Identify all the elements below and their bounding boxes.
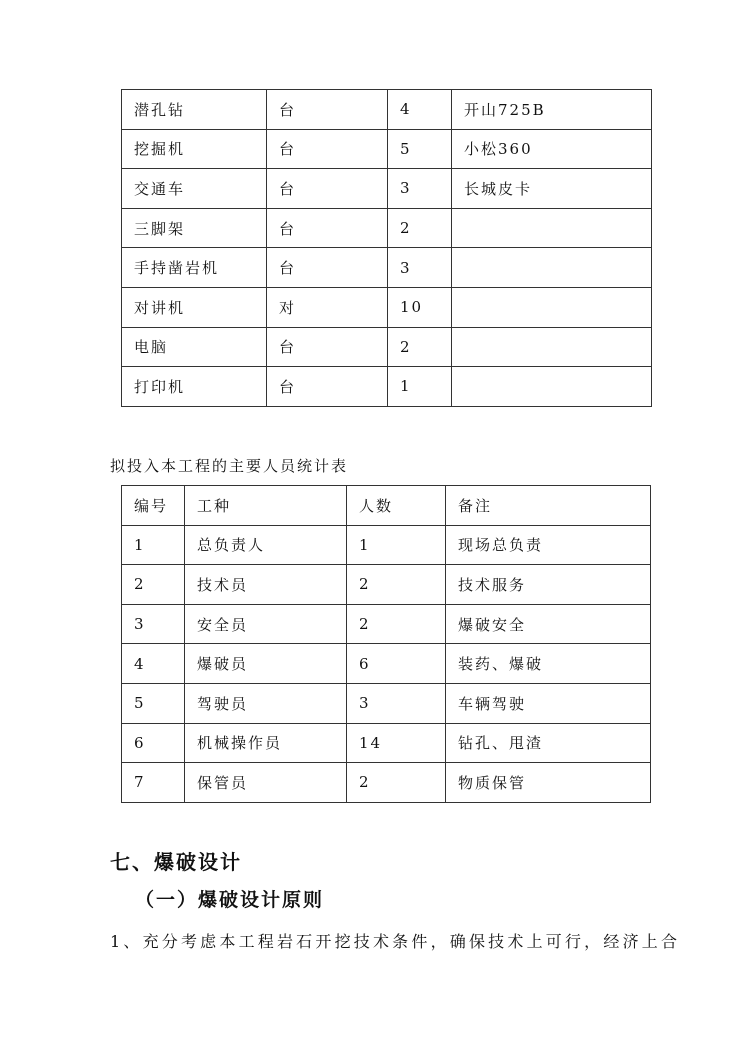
table-cell: 总负责人: [185, 525, 347, 565]
table-cell: 安全员: [185, 604, 347, 644]
table-row: [122, 565, 651, 605]
table-cell: 5: [388, 129, 452, 169]
table-cell: 台: [267, 327, 388, 367]
table-row: [122, 208, 652, 248]
equipment-table: [121, 89, 652, 407]
table-cell: 技术服务: [446, 565, 651, 605]
section-heading: 七、爆破设计: [110, 850, 242, 874]
table-cell: 机械操作员: [185, 723, 347, 763]
table-cell: 爆破员: [185, 644, 347, 684]
table-cell: 1: [388, 367, 452, 407]
table-cell: 1: [122, 525, 185, 565]
table-row: [122, 129, 652, 169]
table-cell: 备注: [446, 486, 651, 526]
table-row: [122, 287, 652, 327]
table-cell: 技术员: [185, 565, 347, 605]
table-cell: 2: [347, 565, 446, 605]
table-cell: 2: [347, 604, 446, 644]
table-cell: 挖掘机: [122, 129, 267, 169]
table-cell: 驾驶员: [185, 683, 347, 723]
table-cell: 3: [388, 169, 452, 209]
table-row: [122, 90, 652, 130]
table-cell: 工种: [185, 486, 347, 526]
table-row: [122, 169, 652, 209]
table-cell: 2: [347, 763, 446, 803]
personnel-table-caption: 拟投入本工程的主要人员统计表: [110, 457, 349, 475]
table-cell: 电脑: [122, 327, 267, 367]
table-cell: 台: [267, 90, 388, 130]
table-cell: [452, 248, 652, 288]
table-cell: 3: [122, 604, 185, 644]
table-cell: [452, 327, 652, 367]
table-cell: 爆破安全: [446, 604, 651, 644]
table-cell: 4: [122, 644, 185, 684]
subsection-heading: （一）爆破设计原则: [135, 889, 325, 911]
table-cell: 6: [122, 723, 185, 763]
table-cell: 4: [388, 90, 452, 130]
table-cell: 台: [267, 248, 388, 288]
table-cell: 3: [347, 683, 446, 723]
table-cell: [452, 367, 652, 407]
table-cell: 台: [267, 367, 388, 407]
table-cell: 5: [122, 683, 185, 723]
table-cell: 打印机: [122, 367, 267, 407]
table-row: [122, 248, 652, 288]
table-cell: 装药、爆破: [446, 644, 651, 684]
personnel-table: [121, 485, 651, 803]
table-cell: 小松360: [452, 129, 652, 169]
table-cell: 现场总负责: [446, 525, 651, 565]
table-row: [122, 644, 651, 684]
table-cell: 车辆驾驶: [446, 683, 651, 723]
table-cell: 手持凿岩机: [122, 248, 267, 288]
table-row: [122, 604, 651, 644]
table-cell: 编号: [122, 486, 185, 526]
table-cell: 14: [347, 723, 446, 763]
table-cell: 1: [347, 525, 446, 565]
table-row: [122, 763, 651, 803]
table-header-row: [122, 486, 651, 526]
table-row: [122, 367, 652, 407]
table-cell: 长城皮卡: [452, 169, 652, 209]
table-row: [122, 723, 651, 763]
table-cell: 3: [388, 248, 452, 288]
table-cell: 台: [267, 129, 388, 169]
table-row: [122, 327, 652, 367]
table-cell: 2: [122, 565, 185, 605]
table-cell: 对讲机: [122, 287, 267, 327]
table-cell: 2: [388, 208, 452, 248]
table-cell: 三脚架: [122, 208, 267, 248]
table-cell: [452, 287, 652, 327]
table-row: [122, 683, 651, 723]
table-cell: 开山725B: [452, 90, 652, 130]
table-cell: 对: [267, 287, 388, 327]
body-paragraph: 1、充分考虑本工程岩石开挖技术条件，确保技术上可行，经济上合: [110, 932, 681, 951]
table-cell: 台: [267, 169, 388, 209]
table-cell: 保管员: [185, 763, 347, 803]
table-cell: 7: [122, 763, 185, 803]
table-cell: 钻孔、甩渣: [446, 723, 651, 763]
table-cell: 物质保管: [446, 763, 651, 803]
table-cell: 6: [347, 644, 446, 684]
table-cell: 交通车: [122, 169, 267, 209]
table-cell: 台: [267, 208, 388, 248]
table-cell: [452, 208, 652, 248]
table-cell: 潜孔钻: [122, 90, 267, 130]
table-cell: 人数: [347, 486, 446, 526]
table-cell: 10: [388, 287, 452, 327]
table-row: [122, 525, 651, 565]
table-cell: 2: [388, 327, 452, 367]
